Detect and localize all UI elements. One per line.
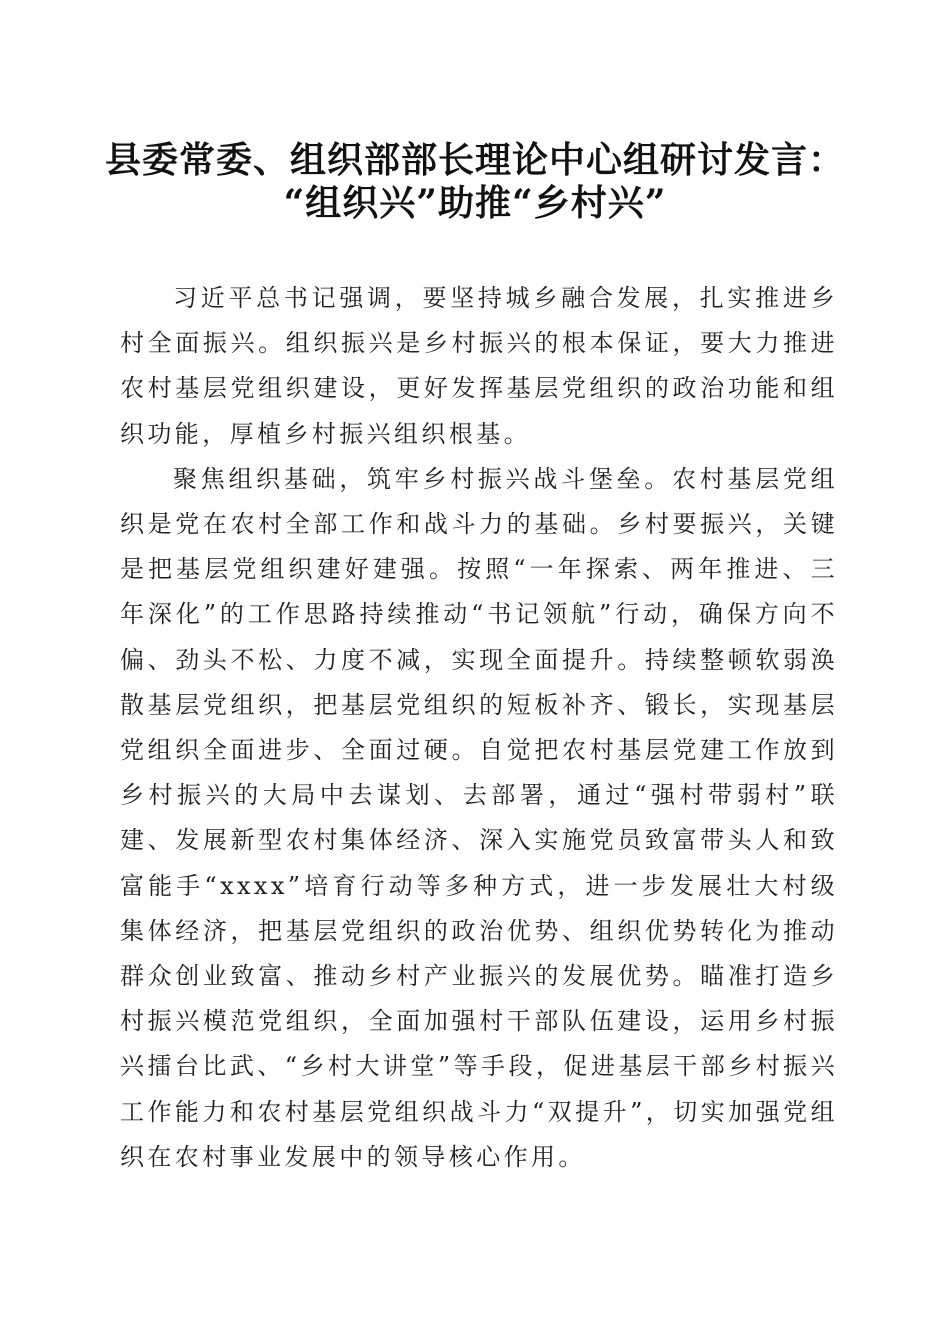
paragraph-intro: 习近平总书记强调，要坚持城乡融合发展，扎实推进乡村全面振兴。组织振兴是乡村振兴的根本保证，要大力推进农村基层党组织建设，更好发挥基层党组织的政治功能和组织功能，厚植乡村振兴组织根基。 (120, 284, 838, 448)
document-title-line-1: 县委常委、组织部部长理论中心组研讨发言： (104, 139, 845, 181)
document-body (120, 276, 838, 1180)
document-title-line-2: “组织兴”助推“乡村兴” (283, 182, 667, 224)
paragraph-organization-foundation: 聚焦组织基础，筑牢乡村振兴战斗堡垒。农村基层党组织是党在农村全部工作和战斗力的基础。乡村要振兴，关键是把基层党组织建好建强。按照“一年探索、两年推进、三年深化”的工作思路持续推动“书记领航”行动，确保方向不偏、劲头不松、力度不减，实现全面提升。持续整顿软弱涣散基层党组织，把基层党组织的短板补齐、锻长，实现基层党组织全面进步、全面过硬。自觉把农村基层党建工作放到乡村振兴的大局中去谋划、去部署，通过“强村带弱村”联建、发展新型农村集体经济、深入实施党员致富带头人和致富能手“xxxx”培育行动等多种方式，进一步发展壮大村级集体经济，把基层党组织的政治优势、组织优势转化为推动群众创业致富、推动乡村产业振兴的发展优势。瞄准打造乡村振兴模范党组织，全面加强村干部队伍建设，运用乡村振兴擂台比武、“乡村大讲堂”等手段，促进基层干部乡村振兴工作能力和农村基层党组织战斗力“双提升”，切实加强党组织在农村事业发展中的领导核心作用。 (120, 464, 838, 1171)
